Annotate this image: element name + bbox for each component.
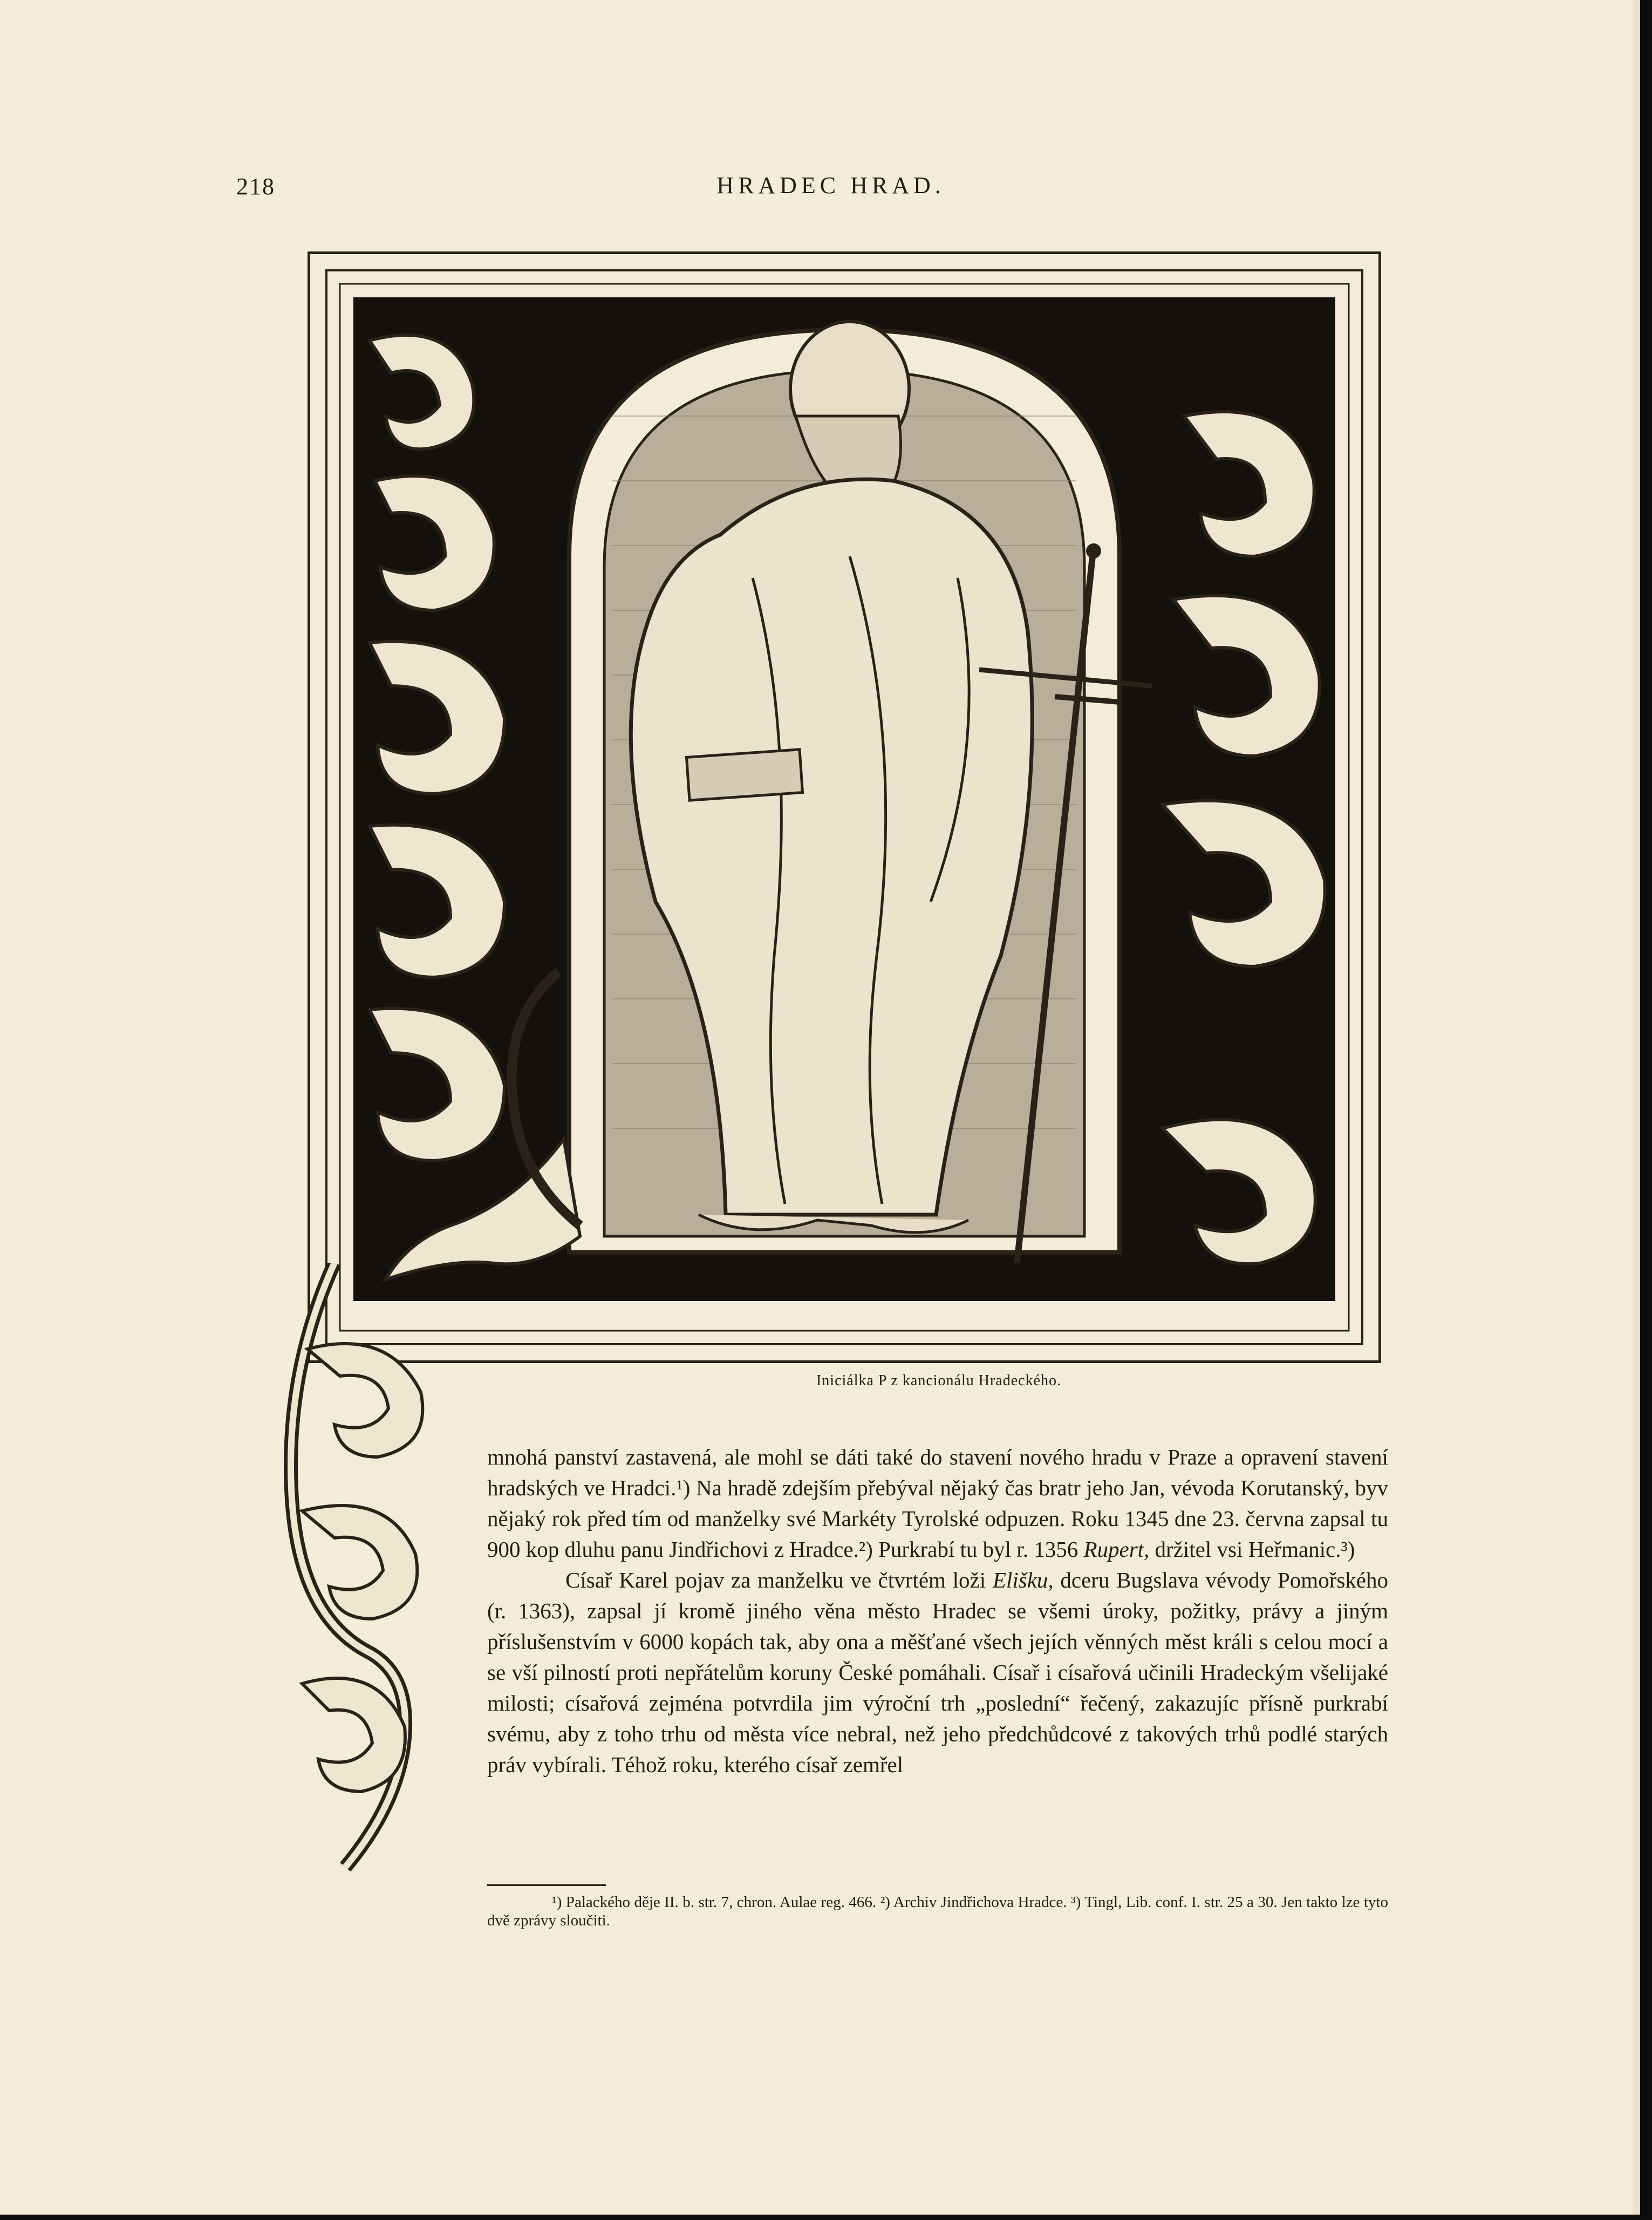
initial-illustration <box>308 251 1381 1363</box>
page-number: 218 <box>236 173 275 200</box>
footnote-mark-1: ¹) <box>552 1894 562 1911</box>
footnote-separator <box>487 1884 606 1886</box>
italic-name-eliska: Elišku, <box>992 1568 1054 1592</box>
footnote-mark-2: ²) <box>880 1894 890 1911</box>
paragraph-1-text-d: držitel vsi Heřmanic. <box>1149 1537 1341 1562</box>
paragraph-2-text-a: Císař Karel pojav za manželku ve čtvrtém loži <box>565 1568 993 1592</box>
paragraph-1-text-c: Purkrabí tu byl r. 1356 <box>872 1537 1084 1562</box>
paragraph-1-text-a: mnohá panství zastavená, ale mohl se dáti také do stavení nového hradu v Praze a opravení stavení hradských ve Hradci. <box>487 1445 1388 1500</box>
paragraph-1 <box>487 1442 1388 1565</box>
italic-name-rupert: Rupert, <box>1083 1537 1150 1562</box>
footnote-1: Palackého děje II. b. str. 7, chron. Aulae reg. 466. <box>562 1894 880 1911</box>
footnote-2: Archiv Jindřichova Hradce. <box>890 1894 1071 1911</box>
paragraph-2 <box>487 1565 1388 1780</box>
paragraph-2-text-b: dceru Bugslava vévody Pomořského (r. 1363), zapsal jí kromě jiného věna město Hradec se všemi úroky, požitky, právy a jiným příslušenstvím v 6000 kopách tak, aby ona a měšťané všech jejích věnných měst králi s celou mocí a se vší pilností proti nepřátelům koruny České pomáhali. Císař i císařová učinili Hradeckým všelijaké milosti; císařová zejména potvrdila jim výroční trh „poslední“ řečený, zakazujíc přísně purkrabí svému, aby z toho trhu od města více nebral, než jeho předchůdcové z takových trhů podlé starých práv vybírali. Téhož roku, kterého císař zemřel <box>487 1568 1388 1777</box>
footnote-3: Tingl, Lib. conf. I. str. 25 a 30. Jen takto lze tyto dvě zprávy sloučiti. <box>487 1894 1388 1929</box>
footnote-ref-3: ³) <box>1341 1537 1355 1562</box>
paragraph-1-text-b: Na hradě zdejším přebýval nějaký čas bratr jeho Jan, vévoda Korutanský, byv nějaký rok před tím od manželky své Markéty Tyrolské odpuzen. Roku 1345 dne 23. června zapsal tu 900 kop dluhu panu Jindřichovi z Hradce. <box>487 1475 1388 1562</box>
footnote-block <box>487 1893 1388 1930</box>
illustration-caption: Iniciálka P z kancionálu Hradeckého. <box>816 1372 1061 1389</box>
footnote-ref-1: ¹) <box>676 1475 691 1500</box>
page-edge-shadow <box>1629 0 1640 2215</box>
initial-tail-flourish <box>270 1263 448 1872</box>
footnote-mark-3: ³) <box>1071 1894 1081 1911</box>
body-text <box>487 1442 1388 1780</box>
running-head: HRADEC HRAD. <box>716 172 945 199</box>
footnotes <box>487 1893 1388 1930</box>
footnote-ref-2: ²) <box>858 1537 873 1562</box>
initial-p-engraving <box>310 254 1378 1360</box>
book-icon <box>686 750 802 800</box>
